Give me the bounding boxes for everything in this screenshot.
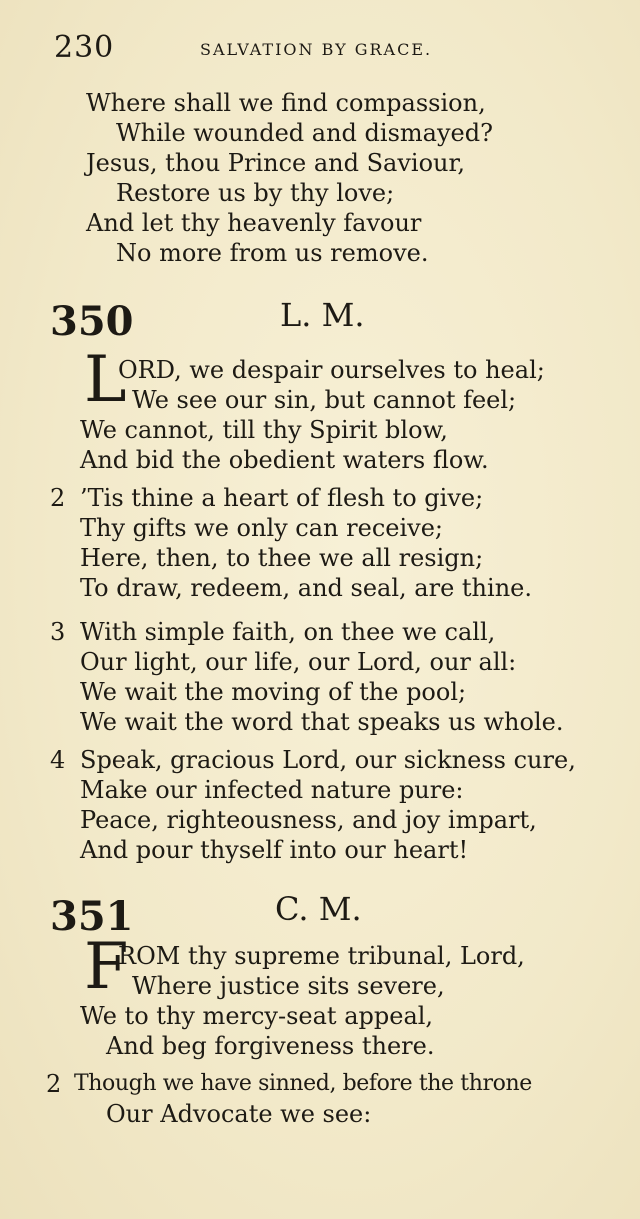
verse-line: Peace, righteousness, and joy impart,	[80, 806, 537, 834]
hymn-number: 350	[50, 298, 134, 345]
stanza-number: 2	[46, 1070, 62, 1098]
verse-line: Our light, our life, our Lord, our all:	[80, 648, 517, 676]
verse-line: And beg forgiveness there.	[106, 1032, 435, 1060]
verse-line: No more from us remove.	[116, 239, 429, 267]
drop-cap: F	[84, 930, 129, 1004]
verse-line: And pour thyself into our heart!	[80, 836, 469, 864]
verse-line: ROM thy supreme tribunal, Lord,	[118, 942, 525, 970]
verse-line: We to thy mercy-seat appeal,	[80, 1002, 434, 1030]
verse-line: ORD, we despair ourselves to heal;	[118, 356, 545, 384]
page-header	[40, 30, 600, 70]
stanza-number: 4	[50, 746, 66, 774]
verse-line: With simple faith, on thee we call,	[80, 618, 496, 646]
verse-line: While wounded and dismayed?	[116, 119, 493, 147]
verse-line: We see our sin, but cannot feel;	[132, 386, 517, 414]
hymn-number: 351	[50, 893, 134, 940]
verse-line: We wait the word that speaks us whole.	[80, 708, 564, 736]
stanza-number: 3	[50, 618, 66, 646]
verse-line: Here, then, to thee we all resign;	[80, 544, 484, 572]
verse-line: Where justice sits severe,	[132, 972, 445, 1000]
drop-cap: L	[84, 343, 127, 417]
verse-line: We wait the moving of the pool;	[80, 678, 467, 706]
verse-line: And bid the obedient waters flow.	[80, 446, 489, 474]
hymn-meter: L. M.	[280, 296, 365, 334]
hymn-meter: C. M.	[275, 890, 362, 928]
verse-line: Make our infected nature pure:	[80, 776, 464, 804]
verse-line: Thy gifts we only can receive;	[80, 514, 443, 542]
verse-line: To draw, redeem, and seal, are thine.	[80, 574, 532, 602]
verse-line: Though we have sinned, before the throne	[74, 1071, 532, 1096]
verse-line: Speak, gracious Lord, our sickness cure,	[80, 746, 576, 774]
verse-line: Where shall we find compassion,	[86, 89, 486, 117]
verse-line: Restore us by thy love;	[116, 179, 395, 207]
stanza-number: 2	[50, 484, 66, 512]
verse-line: Jesus, thou Prince and Saviour,	[86, 149, 465, 177]
verse-line: Our Advocate we see:	[106, 1100, 372, 1128]
page-number: 230	[54, 30, 115, 65]
verse-line: And let thy heavenly favour	[86, 209, 422, 237]
running-head: SALVATION BY GRACE.	[200, 40, 433, 59]
verse-line: ’Tis thine a heart of flesh to give;	[80, 484, 484, 512]
verse-line: We cannot, till thy Spirit blow,	[80, 416, 448, 444]
